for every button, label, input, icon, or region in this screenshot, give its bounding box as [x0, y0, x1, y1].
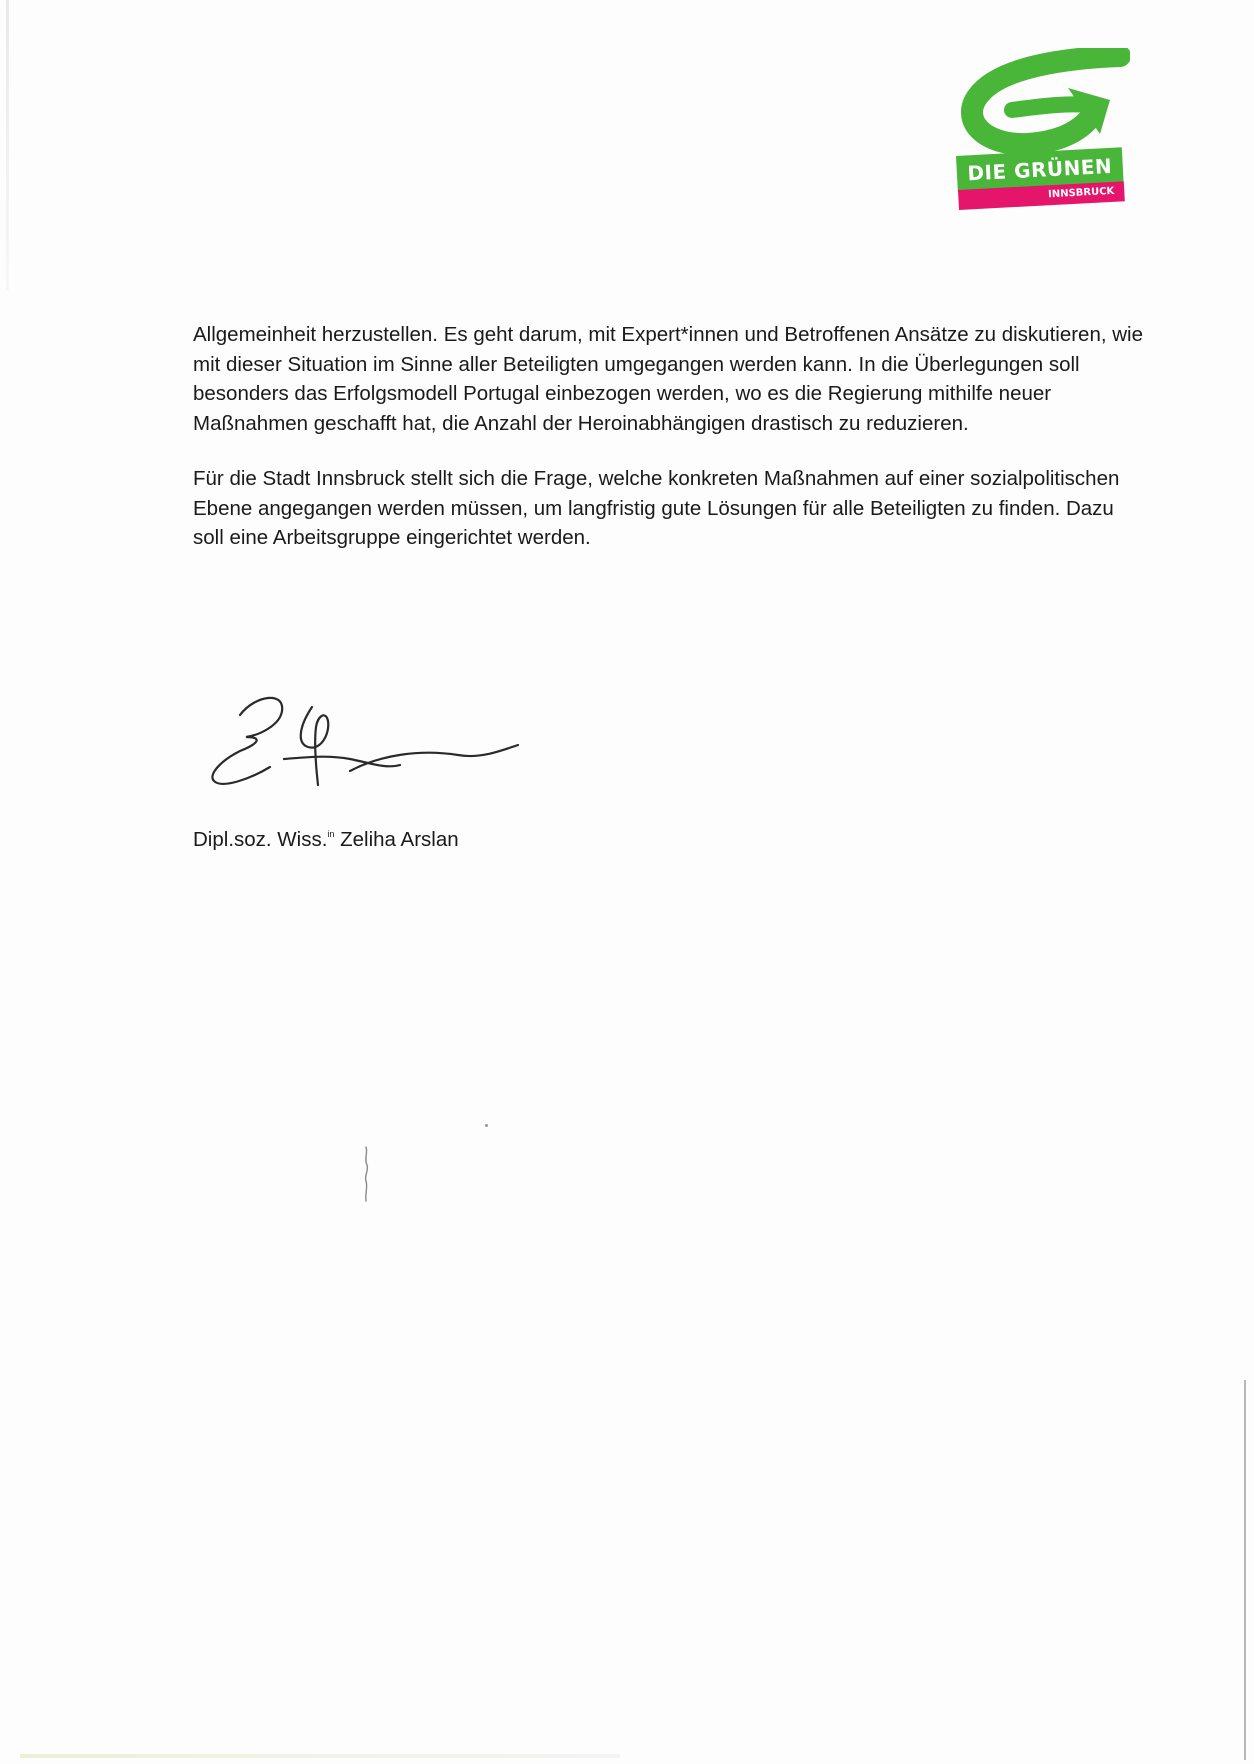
pencil-mark [358, 1145, 374, 1203]
handwritten-signature [200, 685, 530, 795]
signer-fullname: Zeliha Arslan [340, 828, 459, 851]
body-paragraph: Allgemeinheit herzustellen. Es geht darum, mit Expert*innen und Betroffenen Ansätze zu diskutieren, wie mit dieser Situation im Sinne aller Beteiligten umgegangen werden kann. In die Überlegungen soll besonders das Erfolgsmodell Portugal einbezogen werden, wo es die Regierung mithilfe neuer Maßnahmen geschafft hat, die Anzahl der Heroinabhängigen drastisch zu reduzieren. [193, 323, 1143, 435]
party-logo [950, 48, 1130, 220]
scan-speck [485, 1124, 488, 1127]
letter-body [193, 320, 1143, 579]
scan-edge-line [1244, 1380, 1246, 1760]
signer-name [193, 820, 459, 854]
signer-title-suffix: in [327, 829, 335, 839]
logo-party-name: DIE GRÜNEN [956, 147, 1124, 192]
scan-edge-shadow [6, 0, 9, 290]
body-paragraph: Für die Stadt Innsbruck stellt sich die Frage, welche konkreten Maßnahmen auf einer sozialpolitischen Ebene angegangen werden müssen, um langfristig gute Lösungen für alle Beteiligten zu finden. Dazu soll eine Arbeitsgruppe eingerichtet werden. [193, 467, 1120, 549]
logo-city-name: INNSBRUCK [958, 181, 1125, 210]
scan-edge-bottom [20, 1754, 620, 1758]
signer-title: Dipl.soz. Wiss. [193, 828, 328, 851]
